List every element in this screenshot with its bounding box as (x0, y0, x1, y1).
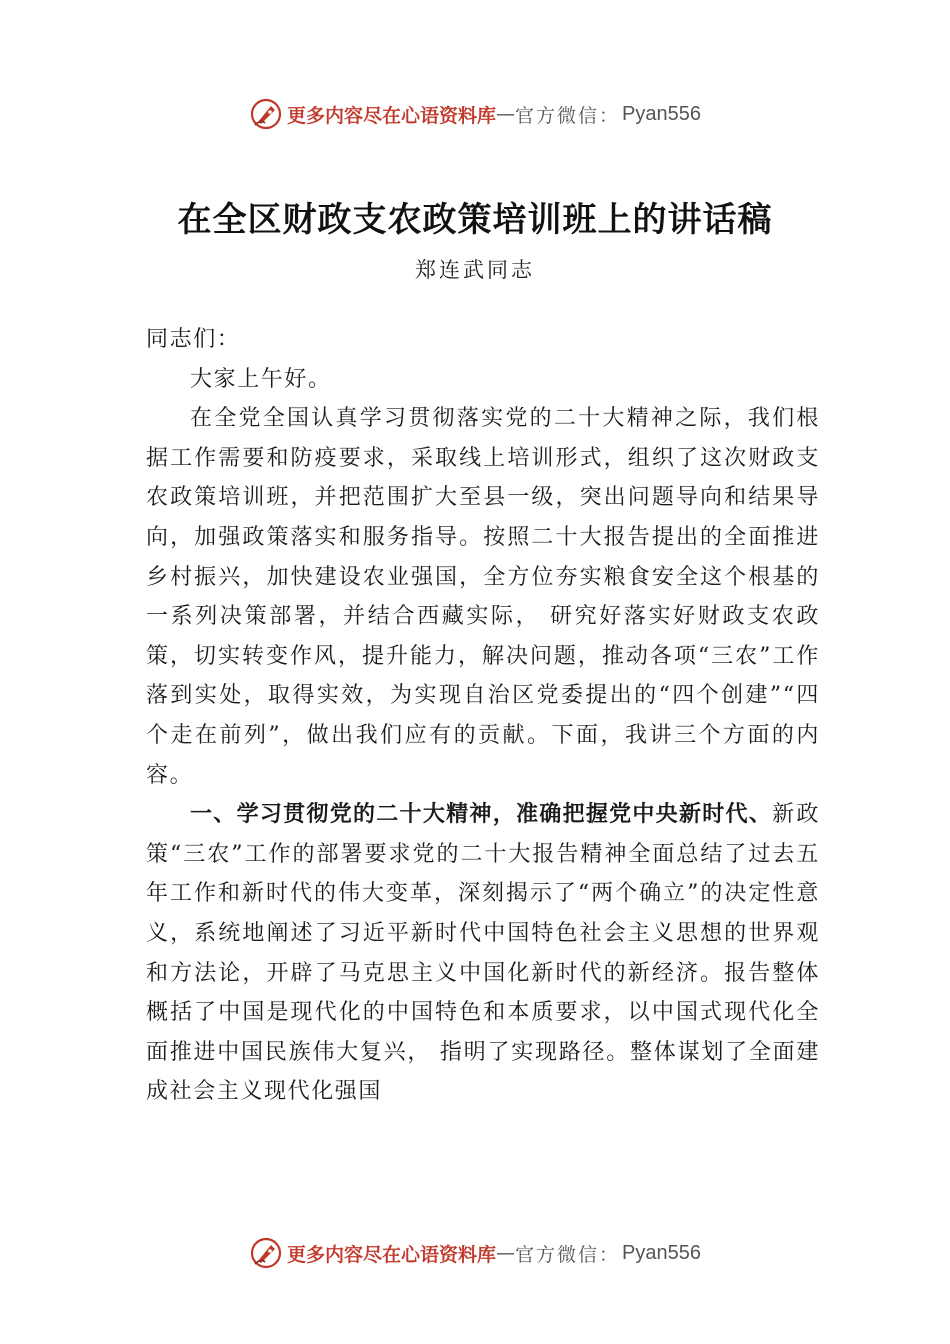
document-title: 在全区财政支农政策培训班上的讲话稿 (177, 200, 773, 240)
watermark-wechat-handle: Pyan556 (622, 1241, 701, 1264)
document-author: 郑连武同志 (415, 258, 535, 282)
bottom-watermark-banner (0, 1231, 950, 1275)
section-1-text: 新政策“三农”工作的部署要求党的二十大报告精神全面总结了过去五年工作和新时代的伟大变革，深刻揭示了“两个确立”的决定性意义，系统地阐述了习近平新时代中国特色社会主义思想的世界观和方法论，开辟了马克思主义中国化新时代的新经济。报告整体概括了中国是现代化的中国特色和本质要求，以中国式现代化全面推进中国民族伟大复兴， 指明了实现路径。整体谋划了全面建成社会主义现代化强国 (146, 802, 820, 1105)
paragraph-intro: 在全党全国认真学习贯彻落实党的二十大精神之际，我们根据工作需要和防疫要求，采取线上培训形式，组织了这次财政支农政策培训班，并把范围扩大至县一级，突出问题导向和结果导向，加强政策落实和服务指导。按照二十大报告提出的全面推进乡村振兴，加快建设农业强国，全方位夯实粮食安全这个根基的一系列决策部署，并结合西藏实际， 研究好落实好财政支农政策，切实转变作风，提升能力，解决问题，推动各项“三农”工作落到实处，取得实效，为实现自治区党委提出的“四个创建”“四个走在前列”，做出我们应有的贡献。下面，我讲三个方面的内容。 (146, 406, 820, 788)
salutation: 同志们： (146, 327, 241, 352)
watermark-official-label: 官方微信： (515, 104, 621, 127)
watermark-separator: — (496, 1242, 516, 1264)
watermark-separator: — (496, 103, 516, 125)
top-watermark-banner (0, 92, 950, 136)
greeting: 大家上午好。 (190, 366, 332, 392)
watermark-brand-text: 更多内容尽在心语资料库 (287, 1243, 497, 1266)
watermark-brand-text: 更多内容尽在心语资料库 (287, 104, 497, 127)
document-body (146, 320, 820, 1112)
section-1-heading: 一、学习贯彻党的二十大精神，准确把握党中央新时代、 (190, 802, 773, 828)
watermark-wechat-handle: Pyan556 (622, 102, 701, 125)
watermark-official-label: 官方微信： (515, 1243, 621, 1266)
pen-nib-logo-icon (249, 97, 283, 131)
pen-nib-logo-icon (249, 1236, 283, 1270)
section-1 (146, 795, 820, 1112)
